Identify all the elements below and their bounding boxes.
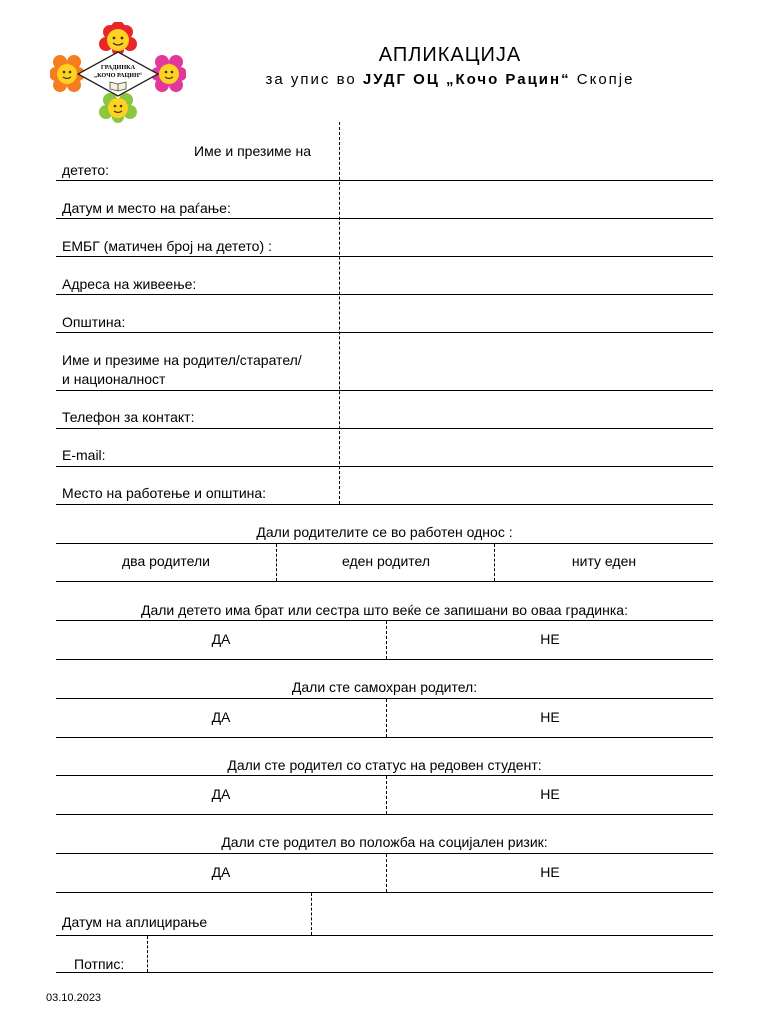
row-divider [56, 294, 713, 295]
row-divider [56, 892, 713, 893]
subtitle-suffix: Скопје [570, 71, 635, 88]
row-divider [56, 332, 713, 333]
student-no[interactable]: НЕ [540, 786, 560, 802]
application-date-field[interactable] [314, 895, 712, 933]
row-divider [56, 504, 713, 505]
birth-field[interactable] [342, 182, 712, 217]
single-parent-question: Дали сте самохран родител: [291, 679, 478, 695]
parent-field[interactable] [342, 334, 712, 389]
institution-name: ЈУДГ ОЦ „Кочо Рацин“ [362, 71, 571, 88]
document-date: 03.10.2023 [46, 992, 102, 1004]
phone-label: Телефон за контакт: [62, 409, 195, 425]
row-divider [56, 620, 713, 621]
email-field[interactable] [342, 430, 712, 465]
single-parent-yes[interactable]: ДА [211, 709, 231, 725]
flower-top-icon [99, 22, 137, 56]
parent-label-line1: Име и презиме на родител/старател/ [62, 352, 302, 368]
sibling-yes[interactable]: ДА [211, 631, 231, 647]
option-one-parent[interactable]: еден родител [341, 553, 431, 569]
embg-label: ЕМБГ (матичен број на детето) : [62, 238, 272, 254]
row-divider [56, 256, 713, 257]
row-divider [56, 428, 713, 429]
row-divider [56, 737, 713, 738]
kindergarten-logo [50, 22, 186, 124]
yes-no-divider [386, 854, 387, 892]
child-name-label-line1: Име и презиме на [194, 143, 311, 159]
student-yes[interactable]: ДА [211, 786, 231, 802]
row-divider [56, 581, 713, 582]
address-label: Адреса на живеење: [62, 276, 197, 292]
signature-label: Потпис: [74, 956, 125, 972]
birth-label: Датум и место на раѓање: [62, 200, 231, 216]
workplace-field[interactable] [342, 468, 712, 503]
social-risk-question: Дали сте родител во положба на социјален ризик: [221, 834, 548, 850]
row-divider [56, 543, 713, 544]
flower-bottom-icon [99, 93, 137, 123]
yes-no-divider [386, 621, 387, 659]
application-date-label: Датум на аплицирање [62, 914, 208, 930]
date-divider [311, 893, 312, 935]
sibling-question: Дали детето има брат или сестра што веќе се запишани во оваа градинка: [141, 602, 628, 618]
row-divider [56, 972, 713, 973]
row-divider [56, 659, 713, 660]
phone-field[interactable] [342, 392, 712, 427]
row-divider [56, 853, 713, 854]
row-divider [56, 180, 713, 181]
child-name-field[interactable] [342, 124, 712, 178]
logo-text-line1: ГРАДИНКА [100, 64, 136, 71]
row-divider [56, 814, 713, 815]
municipality-field[interactable] [342, 296, 712, 331]
page-title: АПЛИКАЦИЈА [378, 44, 522, 66]
option-none[interactable]: ниту еден [571, 553, 637, 569]
signature-field[interactable] [150, 938, 712, 971]
workplace-label: Место на работење и општина: [62, 485, 267, 501]
email-label: E-mail: [62, 447, 106, 463]
single-parent-no[interactable]: НЕ [540, 709, 560, 725]
yes-no-divider [386, 699, 387, 737]
child-name-label-line2: детето: [62, 162, 109, 178]
row-divider [56, 390, 713, 391]
social-risk-yes[interactable]: ДА [211, 864, 231, 880]
municipality-label: Општина: [62, 314, 126, 330]
parent-label-line2: и националност [62, 371, 166, 387]
row-divider [56, 218, 713, 219]
employment-question: Дали родителите се во работен однос : [256, 524, 513, 540]
logo-text-line2: „КОЧО РАЦИН“ [94, 72, 142, 79]
row-divider [56, 698, 713, 699]
row-divider [56, 775, 713, 776]
sibling-no[interactable]: НЕ [540, 631, 560, 647]
row-divider [56, 935, 713, 936]
option-divider [494, 544, 495, 581]
student-question: Дали сте родител со статус на редовен студент: [227, 757, 542, 773]
embg-field[interactable] [342, 220, 712, 255]
subtitle-prefix: за упис во [265, 71, 363, 88]
signature-divider [147, 936, 148, 972]
yes-no-divider [386, 776, 387, 814]
social-risk-no[interactable]: НЕ [540, 864, 560, 880]
row-divider [56, 466, 713, 467]
option-two-parents[interactable]: два родители [122, 553, 210, 569]
option-divider [276, 544, 277, 581]
page-subtitle [200, 71, 700, 88]
address-field[interactable] [342, 258, 712, 293]
